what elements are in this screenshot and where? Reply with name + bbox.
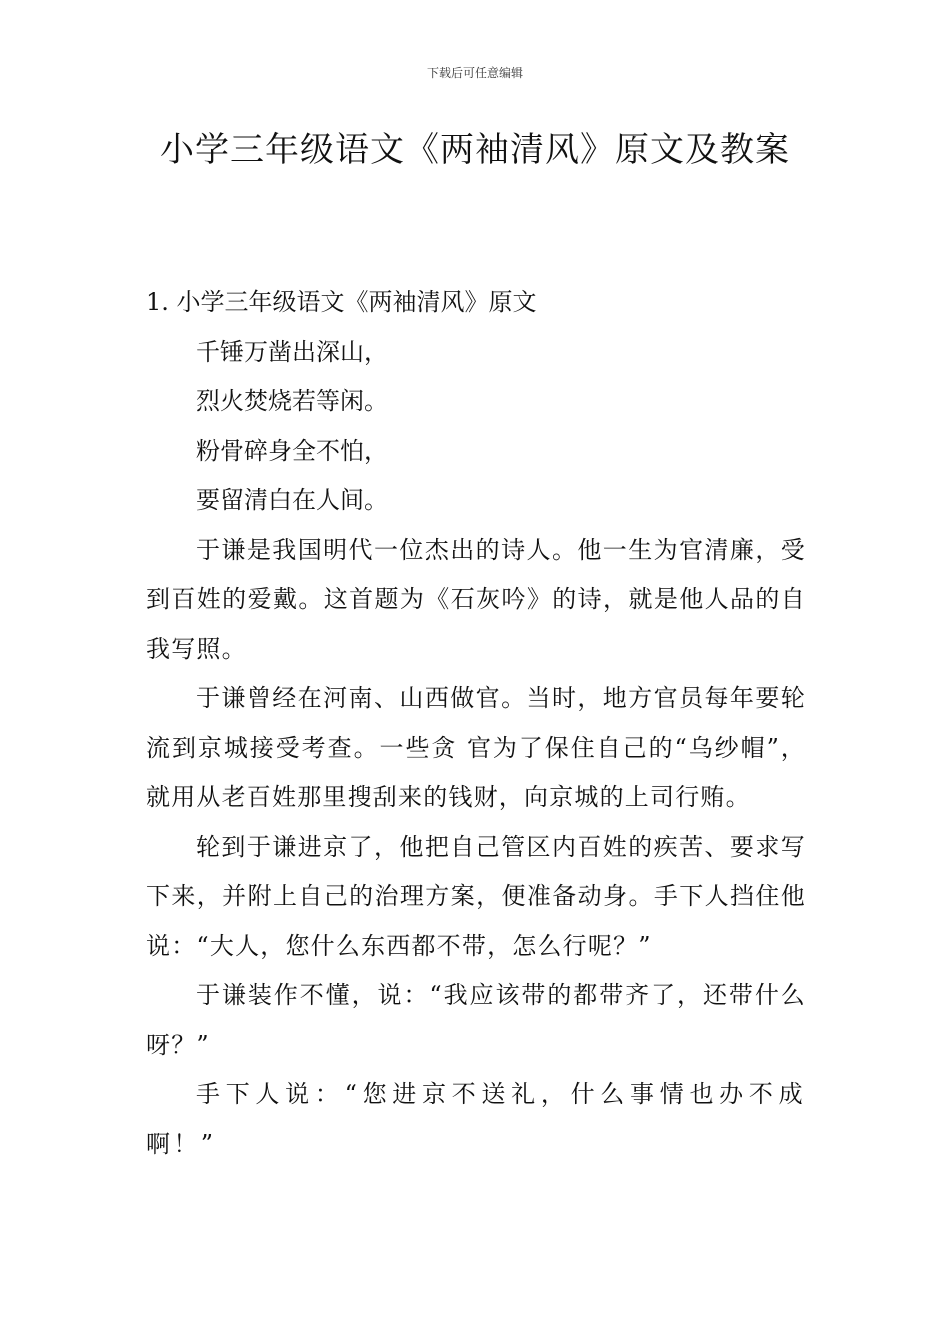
header-note: 下载后可任意编辑 <box>426 66 523 80</box>
paragraph-2: 于谦曾经在河南、山西做官。当时，地方官员每年要轮流到京城接受考查。一些贪 官为了保住自己的“乌纱帽”，就用从老百姓那里搜刮来的钱财，向京城的上司行贿。 <box>146 684 806 811</box>
paragraph-4: 于谦装作不懂，说：“我应该带的都带齐了，还带什么呀？” <box>146 981 806 1059</box>
document-title: 小学三年级语文《两袖清风》原文及教案 <box>160 130 790 170</box>
document-body <box>146 278 806 1169</box>
poem-line-2: 烈火焚烧若等闲。 <box>196 387 388 415</box>
paragraph-3: 轮到于谦进京了，他把自己管区内百姓的疾苦、要求写下来，并附上自己的治理方案，便准备动身。手下人挡住他说：“大人，您什么东西都不带，怎么行呢？” <box>146 832 806 960</box>
section-heading: 1. 小学三年级语文《两袖清风》原文 <box>146 288 537 316</box>
poem-line-1: 千锤万凿出深山， <box>196 337 388 366</box>
poem-line-4: 要留清白在人间。 <box>196 486 388 514</box>
poem-line-3: 粉骨碎身全不怕， <box>196 436 388 465</box>
paragraph-5: 手下人说：“您进京不送礼，什么事情也办不成啊！” <box>146 1080 806 1158</box>
paragraph-1: 于谦是我国明代一位杰出的诗人。他一生为官清廉，受到百姓的爱戴。这首题为《石灰吟》的诗，就是他人品的自我写照。 <box>146 535 806 663</box>
